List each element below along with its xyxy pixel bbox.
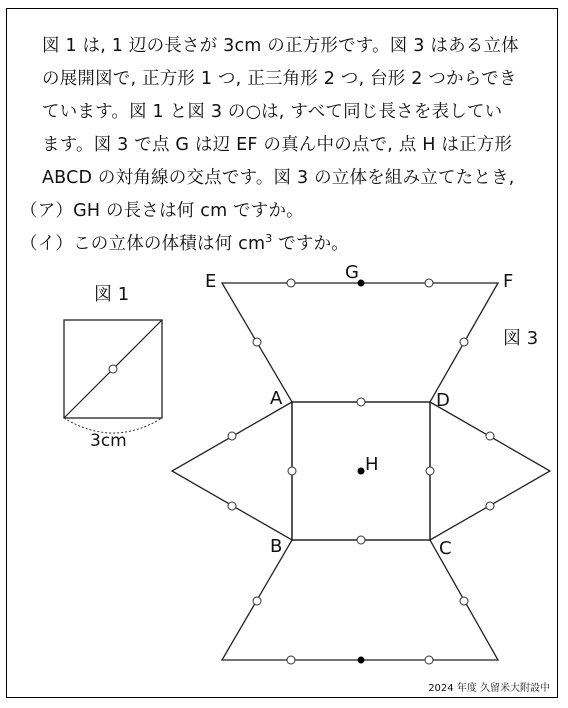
point-h: [358, 468, 365, 475]
figure-1: [64, 284, 162, 451]
figure-1-equal-mark: [109, 365, 117, 373]
equal-mark: [426, 467, 434, 475]
label-c: C: [439, 538, 452, 559]
label-f: F: [503, 271, 514, 292]
right-triangle: [430, 402, 550, 540]
label-g: G: [345, 262, 359, 283]
equal-mark: [357, 536, 365, 544]
label-b: B: [270, 536, 283, 557]
equal-mark: [287, 279, 295, 287]
source-credit: 2024 年度 久留米大附設中: [428, 683, 550, 694]
question-b-end: ですか。: [272, 234, 349, 254]
label-e: E: [205, 271, 217, 292]
left-triangle: [172, 402, 292, 540]
equal-mark: [228, 432, 236, 440]
question-a: （ア）GH の長さは何 cm ですか。: [20, 201, 304, 221]
problem-line-3: ています。図 1 と図 3 の○は, すべて同じ長さを表してい: [42, 102, 503, 122]
problem-line-5: ABCD の対角線の交点です。図 3 の立体を組み立てたとき,: [42, 168, 515, 188]
equal-mark: [253, 338, 261, 346]
equal-mark: [425, 279, 433, 287]
label-d: D: [436, 390, 450, 411]
equal-mark: [486, 502, 494, 510]
equal-mark: [460, 338, 468, 346]
question-b-text: （イ）この立体の体積は何 cm: [20, 234, 266, 254]
figure-1-label: 図 1: [94, 284, 130, 305]
vertex-labels: [205, 262, 513, 559]
figure-1-side-label: 3cm: [90, 431, 127, 451]
top-trapezoid: [222, 283, 498, 402]
label-h: H: [365, 454, 379, 475]
bottom-midpoint: [358, 657, 365, 664]
problem-line-4: ます。図 3 で点 G は辺 EF の真ん中の点で, 点 H は正方形: [42, 135, 513, 155]
problem-line-1: 図 1 は, 1 辺の長さが 3cm の正方形です。図 3 はある立体: [42, 36, 519, 56]
question-b-unit-exponent: 3: [265, 232, 273, 246]
figure-3-label: 図 3: [503, 328, 539, 349]
equal-mark: [288, 467, 296, 475]
equal-mark: [486, 432, 494, 440]
problem-line-2: の展開図で, 正方形 1 つ, 正三角形 2 つ, 台形 2 つからでき: [42, 69, 517, 89]
equal-mark: [253, 597, 261, 605]
equal-mark: [228, 502, 236, 510]
equal-mark: [425, 656, 433, 664]
equal-mark: [357, 398, 365, 406]
equal-mark: [287, 656, 295, 664]
label-a: A: [270, 388, 283, 409]
bottom-trapezoid: [222, 540, 498, 660]
equal-mark: [460, 597, 468, 605]
